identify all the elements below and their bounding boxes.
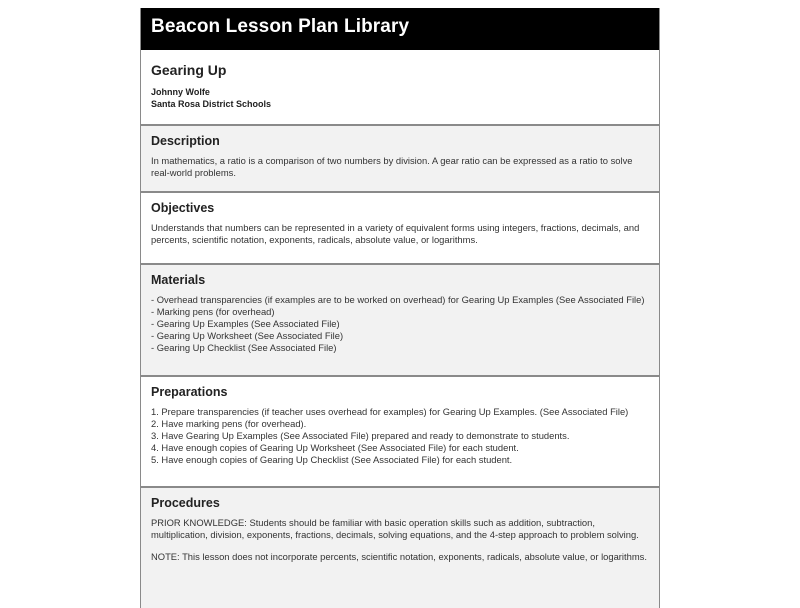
lesson-title: Gearing Up [151,62,227,78]
site-banner [141,8,659,50]
section-description [141,126,659,193]
list-item: 1. Prepare transparencies (if teacher uses overhead for examples) for Gearing Up Examples. (See Associated File) [151,406,629,417]
section-preparations [141,377,659,488]
paragraph: NOTE: This lesson does not incorporate percents, scientific notation, exponents, radicals, absolute value, or logarithms. [151,551,647,562]
section-heading: Objectives [151,201,215,215]
list-item: - Marking pens (for overhead) [151,306,275,317]
paragraph: PRIOR KNOWLEDGE: Students should be familiar with basic operation skills such as addition, subtraction, multiplication, division, exponents, fractions, decimals, solving equations, and the 4-step approach to problem solving. [151,517,639,540]
section-objectives [141,193,659,265]
lesson-plan-page [140,8,660,608]
list-item: 5. Have enough copies of Gearing Up Checklist (See Associated File) for each student. [151,454,513,465]
objectives-text: Understands that numbers can be represented in a variety of equivalent forms using integers, fractions, decimals, and percents, scientific notation, exponents, radicals, absolute value, or logarithms. [151,222,640,245]
lesson-school: Santa Rosa District Schools [151,99,272,109]
preparations-list [151,406,649,466]
section-heading: Materials [151,273,206,287]
section-materials [141,265,659,377]
description-text: In mathematics, a ratio is a comparison of two numbers by division. A gear ratio can be expressed as a ratio to solve real-world problems. [151,155,633,178]
list-item: - Gearing Up Checklist (See Associated File) [151,342,337,353]
materials-list [151,294,649,354]
list-item: - Overhead transparencies (if examples are to be worked on overhead) for Gearing Up Examples (See Associated File) [151,294,645,305]
section-heading: Preparations [151,385,228,399]
lesson-author: Johnny Wolfe [151,87,210,97]
section-procedures [141,488,659,608]
list-item: 2. Have marking pens (for overhead). [151,418,307,429]
site-title[interactable]: Beacon Lesson Plan Library [151,16,410,37]
section-heading: Procedures [151,496,220,510]
list-item: 3. Have Gearing Up Examples (See Associated File) prepared and ready to demonstrate to students. [151,430,570,441]
list-item: - Gearing Up Worksheet (See Associated File) [151,330,344,341]
procedures-text [151,517,649,563]
lesson-header [141,50,659,126]
list-item: - Gearing Up Examples (See Associated File) [151,318,340,329]
section-heading: Description [151,134,220,148]
list-item: 4. Have enough copies of Gearing Up Worksheet (See Associated File) for each student. [151,442,519,453]
